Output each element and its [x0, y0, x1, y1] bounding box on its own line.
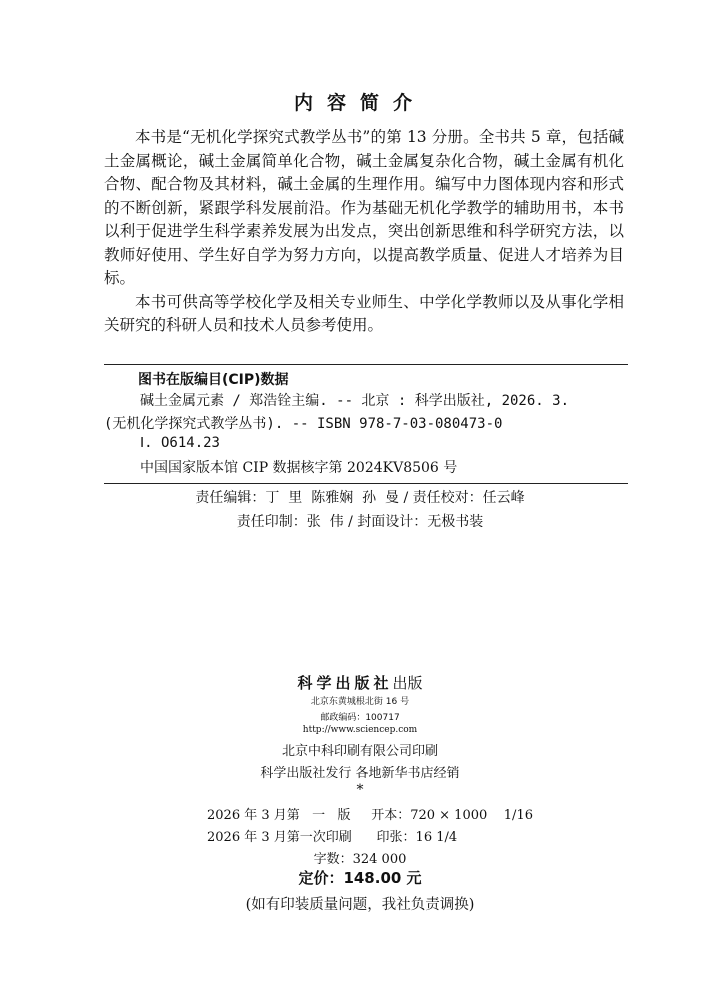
edition-row-2: 2026 年 3 月第一次印刷 印张：16 1/4 [207, 830, 458, 845]
divider-top [104, 364, 628, 365]
publisher-url: http://www.sciencep.com [302, 725, 418, 735]
cip-classification: Ⅰ. O614.23 [140, 435, 220, 451]
price: 定价：148.00 元 [298, 869, 422, 887]
separator-star: * [356, 782, 364, 798]
word-count: 字数：324 000 [313, 852, 407, 867]
intro-paragraph-1: 本书是“无机化学探究式教学丛书”的第 13 分册。全书共 5 章，包括碱土金属概论，碱土金属简单化合物，碱土金属复杂化合物，碱土金属有机化合物、配合物及其材料，碱土金属的生理作用。编写中力图体现内容和形式的不断创新，紧跟学科发展前沿。作为基础无机化学教学的辅助用书，本书以利于促进学生科学素养发展为出发点，突出创新思维和科学研究方法，以教师好使用、学生好自学为努力方向，以提高教学质量、促进人才培养为目标。 [104, 128, 624, 287]
publisher-line [0, 672, 720, 693]
cip-record-line-1: 碱土金属元素 / 郑浩铨主编. -- 北京 : 科学出版社, 2026. 3. [140, 393, 570, 409]
distribution-line: 科学出版社发行 各地新华书店经销 [260, 766, 460, 781]
cip-record-line-2: (无机化学探究式教学丛书). -- ISBN 978-7-03-080473-0 [104, 416, 503, 432]
publisher-name: 科学出版社 [297, 674, 393, 692]
intro-paragraph-2: 本书可供高等学校化学及相关专业师生、中学化学教师以及从事化学相关研究的科研人员和技术人员参考使用。 [104, 292, 624, 334]
introduction [104, 126, 624, 338]
edition-row-1: 2026 年 3 月第 一 版 开本：720 × 1000 1/16 [207, 808, 533, 823]
publisher-suffix: 出版 [392, 674, 423, 692]
publisher-address: 北京东黄城根北街 16 号 [310, 697, 410, 707]
divider-bottom [104, 483, 628, 484]
printer-line: 北京中科印刷有限公司印刷 [281, 744, 438, 759]
cip-heading: 图书在版编目(CIP)数据 [138, 372, 289, 388]
editor-credits: 责任编辑：丁 里 陈雅娴 孙 曼 / 责任校对：任云峰 [195, 490, 525, 506]
cip-number: 中国国家版本馆 CIP 数据核字第 2024KV8506 号 [140, 460, 458, 476]
publisher-postcode: 邮政编码：100717 [320, 713, 400, 723]
page-title: 内容简介 [293, 92, 426, 114]
production-credits: 责任印制：张 伟 / 封面设计：无极书装 [236, 514, 484, 530]
quality-notice: (如有印装质量问题，我社负责调换) [245, 897, 475, 913]
